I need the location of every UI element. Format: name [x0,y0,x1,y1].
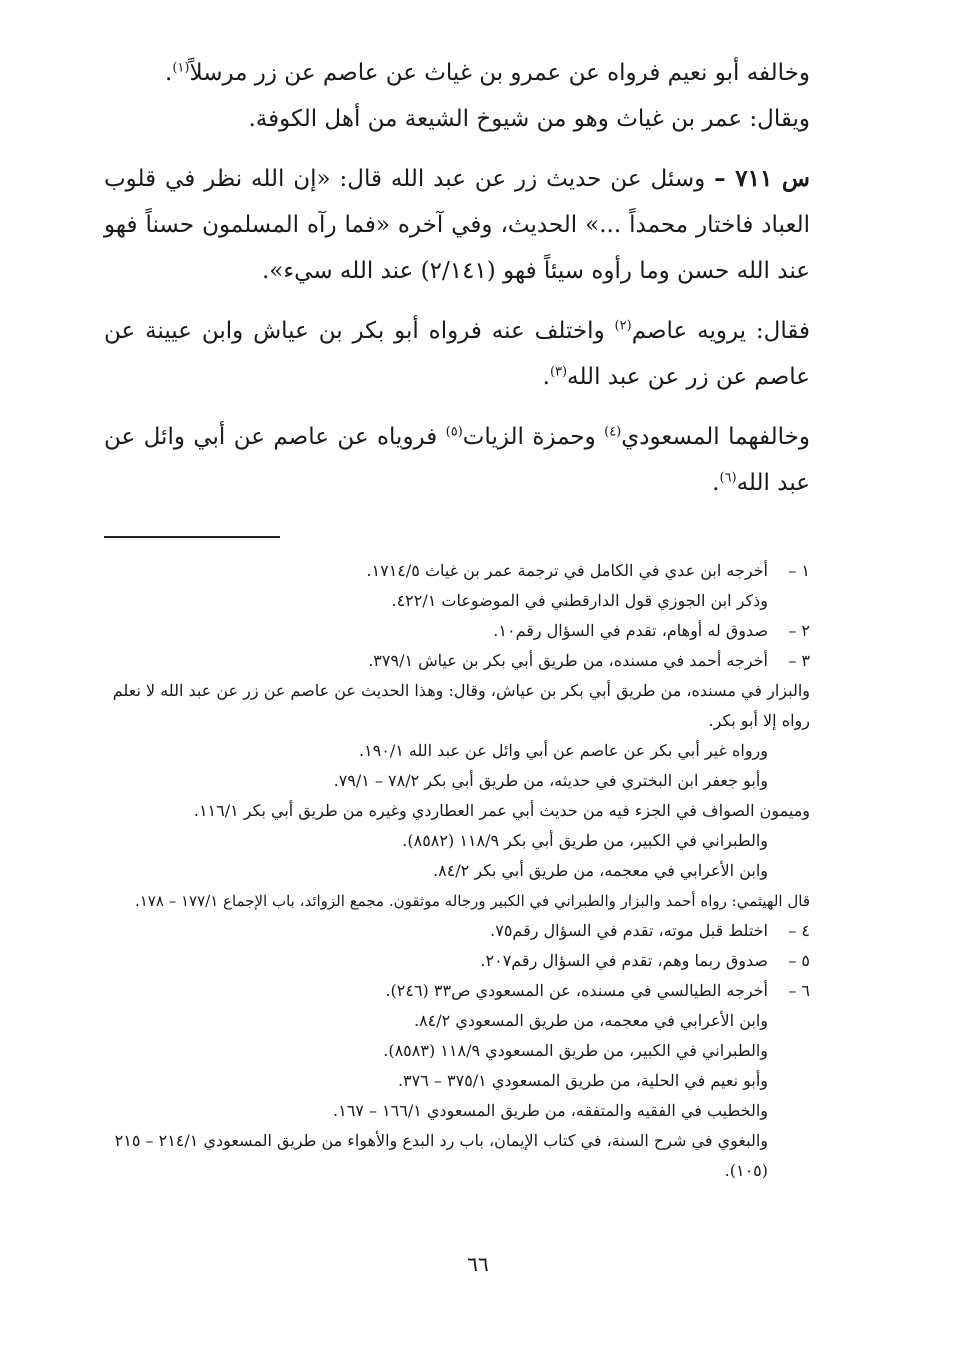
footnote-number: ١ – [788,561,810,580]
main-text [104,50,810,506]
paragraph-1-line-1: وخالفه أبو نعيم فرواه عن عمرو بن غياث عن عاصم عن زر مرسلاً [189,60,810,86]
answer-text-2: واختلف عنه فرواه أبو بكر بن عياش وابن عيينة عن عاصم عن زر عن عبد الله [104,318,810,390]
contrary-text-2: وحمزة الزيات [462,424,605,450]
footnote-number: ٦ – [788,981,810,1000]
footnote-4 [104,916,810,946]
contrary-text-4: . [712,470,720,496]
contrary-paragraph [104,414,810,506]
footnote-line: اختلط قبل موته، تقدم في السؤال رقم٧٥. [490,921,768,940]
footnote-6 [104,976,810,1186]
footnote-3 [104,646,810,916]
footnote-5 [104,946,810,976]
footnotes [104,556,810,1186]
answer-text-3: . [542,364,550,390]
footnote-2 [104,616,810,646]
footnote-line: وميمون الصواف في الجزء فيه من حديث أبي عمر العطاردي وغيره من طريق أبي بكر ١١٦/١. [193,801,810,820]
footnote-line: والطبراني في الكبير، من طريق المسعودي ١١٨/٩ (٨٥٨٣). [383,1041,768,1060]
footnote-number: ٤ – [788,921,810,940]
footnote-number: ٣ – [788,651,810,670]
footnote-ref-2: (٢) [614,318,632,334]
footnote-ref-3: (٣) [549,364,568,380]
footnote-line: والطبراني في الكبير، من طريق أبي بكر ١١٨/٩ (٨٥٨٢). [402,831,768,850]
answer-paragraph [104,308,810,400]
footnote-line: وأبو جعفر ابن البختري في حديثه، من طريق أبي بكر ٧٨/٢ – ٧٩/١. [333,771,768,790]
footnote-line: وابن الأعرابي في معجمه، من طريق المسعودي ٨٤/٢. [413,1011,768,1030]
footnote-line: والبزار في مسنده، من طريق أبي بكر بن عياش، وقال: وهذا الحديث عن عاصم عن زر عن عبد الله لا نعلم رواه إلا أبو بكر. [112,681,810,730]
footnote-line: صدوق له أوهام، تقدم في السؤال رقم١٠. [493,621,768,640]
contrary-text-1: وخالفهما المسعودي [621,424,810,450]
footnote-1 [104,556,810,616]
footnote-line: أخرجه ابن عدي في الكامل في ترجمة عمر بن غياث ١٧١٤/٥. [366,561,768,580]
footnote-line: ورواه غير أبي بكر عن عاصم عن أبي وائل عن عبد الله ١٩٠/١. [358,741,768,760]
footnote-line: أخرجه أحمد في مسنده، من طريق أبي بكر بن عياش ٣٧٩/١. [368,651,768,670]
question-text: وسئل عن حديث زر عن عبد الله قال: «إن الله نظر في قلوب العباد فاختار محمداً ...» الحديث، وفي آخره «فما رآه المسلمون حسناً فهو عند الله حسن وما رأوه سيئاً فهو (٢/١٤١) عند الله سيء». [104,166,810,284]
footnote-line: والخطيب في الفقيه والمتفقه، من طريق المسعودي ١٦٦/١ – ١٦٧. [333,1101,768,1120]
paragraph-1 [104,50,810,142]
footnote-line: وأبو نعيم في الحلية، من طريق المسعودي ٣٧٥/١ – ٣٧٦. [397,1071,768,1090]
paragraph-1-line-2: ويقال: عمر بن غياث وهو من شيوخ الشيعة من أهل الكوفة. [248,106,810,132]
footnote-line: أخرجه الطيالسي في مسنده، عن المسعودي ص٣٣ (٢٤٦). [385,981,768,1000]
contrary-text-3: فروياه عن عاصم عن أبي وائل عن عبد الله [104,424,810,496]
footnote-ref-5: (٥) [445,424,463,440]
footnote-ref-1: (١) [172,60,190,76]
page-number: ٦٦ [467,1252,489,1276]
footnote-separator [104,536,280,538]
footnote-ref-6: (٦) [719,470,737,486]
answer-text-1: فقال: يرويه عاصم [631,318,811,344]
footnote-number: ٥ – [788,951,810,970]
question-number: س ٧١١ – [714,165,811,192]
footnote-ref-4: (٤) [604,424,622,440]
footnote-line: قال الهيثمي: رواه أحمد والبزار والطبراني في الكبير ورجاله موثقون. مجمع الزوائد، باب الإجماع ١٧٧/١ – ١٧٨. [134,892,810,910]
footnote-number: ٢ – [788,621,810,640]
footnote-line: وابن الأعرابي في معجمه، من طريق أبي بكر ٨٤/٢. [433,861,768,880]
question-paragraph [104,156,810,294]
footnote-line: والبغوي في شرح السنة، في كتاب الإيمان، باب رد البدع والأهواء من طريق المسعودي ٢١٤/١ – ٢١٥ (١٠٥). [114,1131,768,1180]
footnote-line: وذكر ابن الجوزي قول الدارقطني في الموضوعات ٤٢٢/١. [391,591,768,610]
paragraph-1-end: . [165,60,173,86]
footnote-line: صدوق ربما وهم، تقدم في السؤال رقم٢٠٧. [480,951,768,970]
